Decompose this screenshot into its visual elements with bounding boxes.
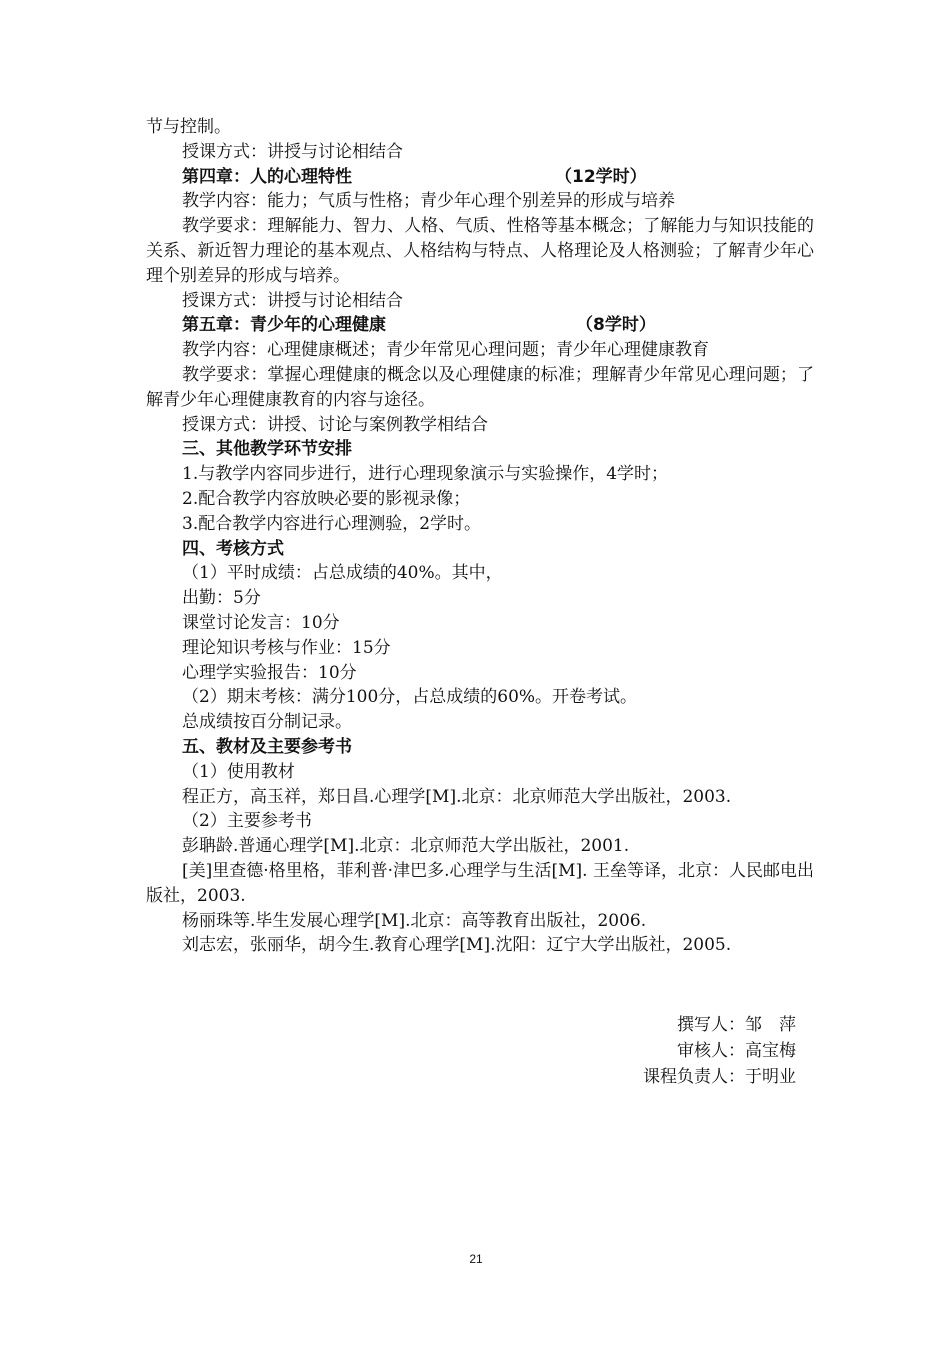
chapter-heading [146, 313, 814, 338]
paragraph: 教学内容：能力；气质与性格；青少年心理个别差异的形成与培养 [182, 191, 675, 212]
section-heading: 五、教材及主要参考书 [182, 736, 352, 757]
reference-item: 彭聃龄.普通心理学[M].北京：北京师范大学出版社，2001. [182, 836, 630, 857]
list-item: 2.配合教学内容放映必要的影视录像； [182, 488, 471, 509]
paragraph: 授课方式：讲授与讨论相结合 [182, 141, 403, 162]
chapter-title: 第五章：青少年的心理健康 [182, 315, 386, 336]
signature-block [643, 1012, 796, 1090]
paragraph: 教学内容：心理健康概述；青少年常见心理问题；青少年心理健康教育 [182, 340, 709, 361]
section-heading: 四、考核方式 [182, 538, 284, 559]
reference-item: 程正方，高玉祥，郑日昌.心理学[M].北京：北京师范大学出版社，2003. [182, 786, 732, 807]
paragraph: 教学要求：掌握心理健康的概念以及心理健康的标准；理解青少年常见心理问题；了解青少年心理健康教育的内容与途径。 [146, 364, 814, 410]
list-item: （1）使用教材 [182, 761, 295, 782]
paragraph: 节与控制。 [146, 117, 231, 137]
page-number: 21 [469, 1252, 483, 1266]
list-item: （2）主要参考书 [182, 811, 312, 832]
list-item: 3.配合教学内容进行心理测验，2学时。 [182, 513, 482, 534]
reviewer-signature: 审核人：高宝梅 [677, 1041, 796, 1061]
list-item: 理论知识考核与作业：15分 [182, 637, 391, 658]
chapter-title: 第四章：人的心理特性 [182, 166, 352, 187]
list-item: 1.与教学内容同步进行，进行心理现象演示与实验操作，4学时； [182, 464, 669, 485]
paragraph: 教学要求：理解能力、智力、人格、气质、性格等基本概念；了解能力与知识技能的关系、新近智力理论的基本观点、人格结构与特点、人格理论及人格测验；了解青少年心理个别差异的形成与培养。 [146, 216, 814, 286]
list-item: 出勤：5分 [182, 588, 261, 609]
chapter-heading [146, 165, 814, 190]
course-owner-signature: 课程负责人：于明业 [643, 1067, 796, 1087]
reference-item: [美]里查德·格里格，菲利普·津巴多.心理学与生活[M]. 王垒等译，北京：人民邮电出版社，2003. [146, 860, 814, 906]
list-item: 总成绩按百分制记录。 [182, 712, 352, 733]
reference-item: 刘志宏，张丽华，胡今生.教育心理学[M].沈阳：辽宁大学出版社，2005. [182, 935, 732, 956]
chapter-hours: （8学时） [576, 315, 656, 336]
list-item: （2）期末考核：满分100分，占总成绩的60%。开卷考试。 [182, 687, 638, 708]
list-item: 课堂讨论发言：10分 [182, 612, 340, 633]
list-item: （1）平时成绩：占总成绩的40%。其中， [182, 563, 503, 584]
reference-item: 杨丽珠等.毕生发展心理学[M].北京：高等教育出版社，2006. [182, 910, 647, 931]
paragraph: 授课方式：讲授与讨论相结合 [182, 290, 403, 311]
paragraph: 授课方式：讲授、讨论与案例教学相结合 [182, 414, 488, 435]
writer-signature: 撰写人：邹 萍 [677, 1015, 796, 1035]
list-item: 心理学实验报告：10分 [182, 662, 357, 683]
section-heading: 三、其他教学环节安排 [182, 439, 352, 460]
chapter-hours: （12学时） [555, 166, 647, 187]
body-text [146, 115, 814, 958]
